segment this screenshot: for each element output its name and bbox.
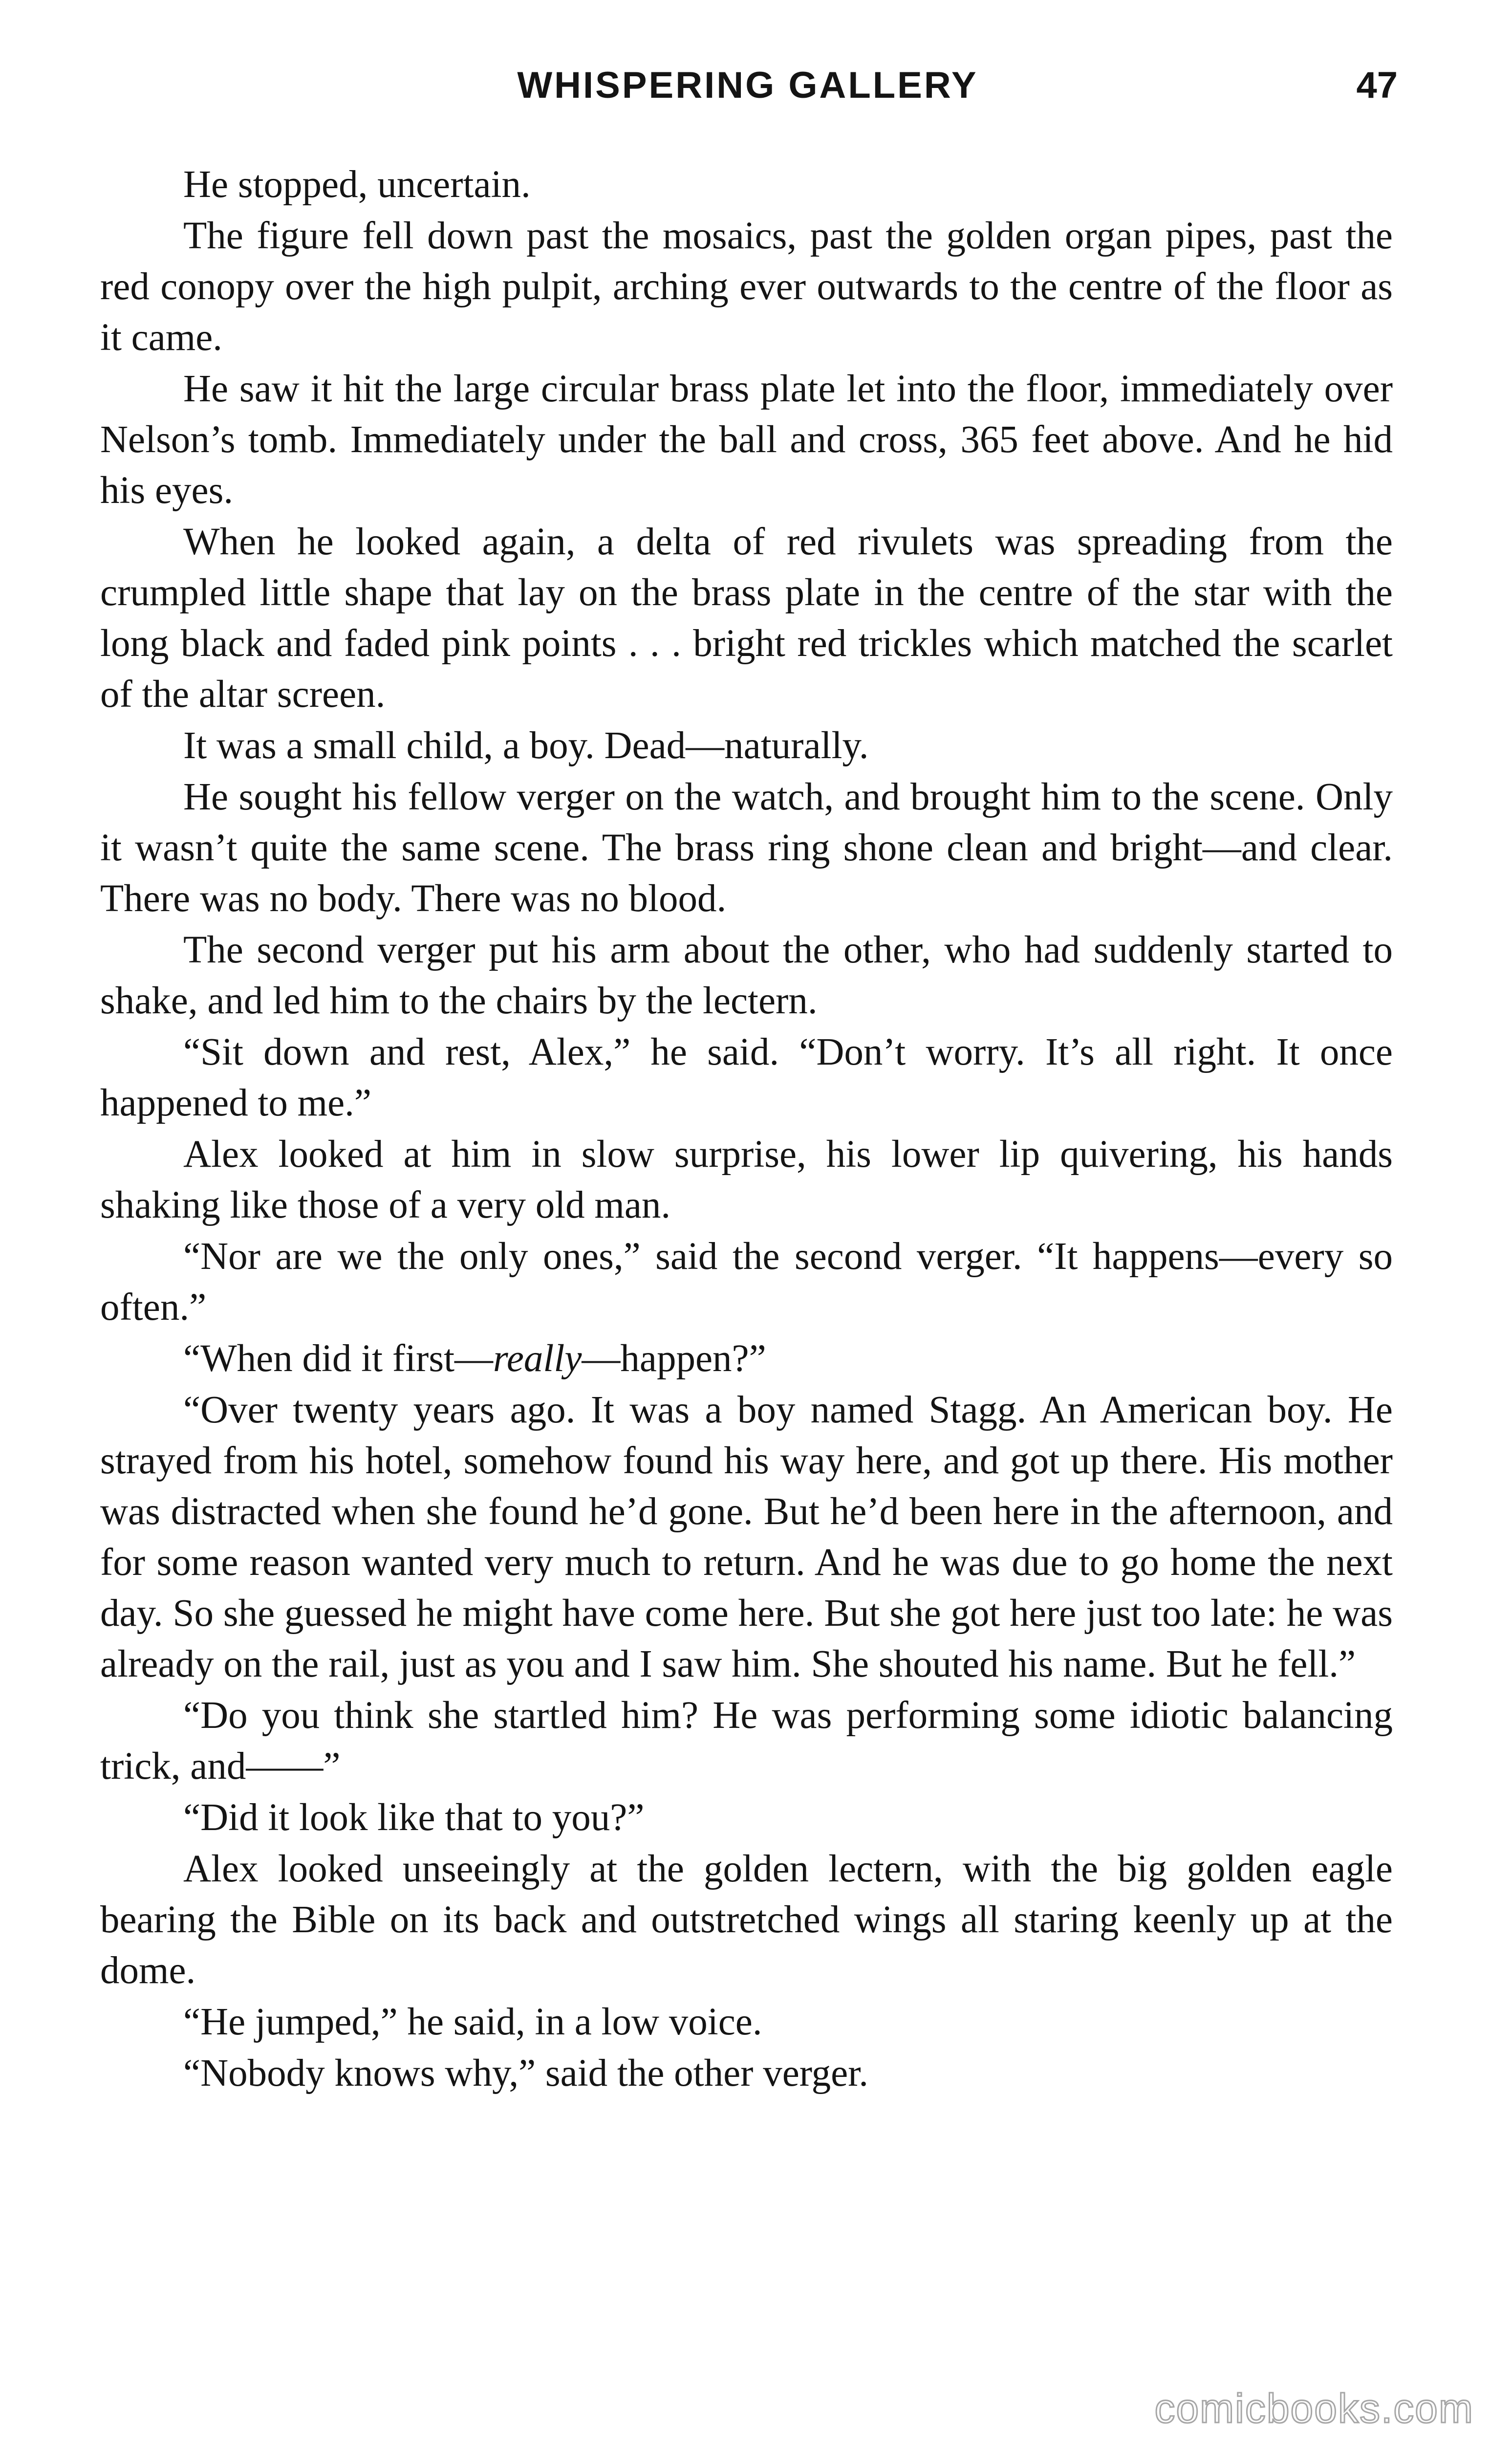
paragraph: “He jumped,” he said, in a low voice.	[183, 2001, 762, 2043]
paragraph-text: —happen?”	[582, 1337, 766, 1380]
paragraph: He stopped, uncertain.	[183, 163, 531, 206]
paragraph: “Over twenty years ago. It was a boy named Stagg. An American boy. He strayed from his hotel, somehow found his way here, and got up there. His mother was distracted when she found he’d gone. But he’d been here in the afternoon, and for some reason wanted very much to return. And he was due to go home the next day. So she guessed he might have come here. But she got here just too late: he was already on the rail, just as you and I saw him. She shouted his name. But he fell.”	[100, 1389, 1393, 1685]
paragraph: He sought his fellow verger on the watch, and brought him to the scene. Only it wasn’t quite the same scene. The brass ring shone clean and bright—and clear. There was no body. There was no blood.	[100, 776, 1393, 920]
page-number: 47	[1356, 65, 1398, 106]
body-text	[100, 159, 1393, 2099]
paragraph: “Nor are we the only ones,” said the second verger. “It happens—every so often.”	[100, 1235, 1393, 1329]
paragraph: Alex looked at him in slow surprise, his lower lip quivering, his hands shaking like those of a very old man.	[100, 1133, 1393, 1226]
paragraph: When he looked again, a delta of red rivulets was spreading from the crumpled little shape that lay on the brass plate in the centre of the star with the long black and faded pink points . . . bright red trickles which matched the scarlet of the altar screen.	[100, 521, 1393, 716]
paragraph: The figure fell down past the mosaics, past the golden organ pipes, past the red conopy over the high pulpit, arching ever outwards to the centre of the floor as it came.	[100, 215, 1393, 359]
paragraph: He saw it hit the large circular brass plate let into the floor, immediately over Nelson’s tomb. Immediately under the ball and cross, 365 feet above. And he hid his eyes.	[100, 368, 1393, 512]
paragraph: “Do you think she startled him? He was performing some idiotic balancing trick, and——”	[100, 1694, 1393, 1788]
running-title: WHISPERING GALLERY	[517, 65, 978, 106]
paragraph	[100, 1333, 1393, 1384]
site-watermark: comicbooks.com	[1154, 2385, 1474, 2431]
paragraph: It was a small child, a boy. Dead—naturally.	[183, 724, 869, 767]
paragraph-text: “When did it first—	[183, 1337, 494, 1380]
paragraph: “Did it look like that to you?”	[183, 1796, 645, 1839]
running-header	[98, 59, 1398, 112]
paragraph: “Sit down and rest, Alex,” he said. “Don’t worry. It’s all right. It once happened to me.”	[100, 1031, 1393, 1124]
paragraph: The second verger put his arm about the other, who had suddenly started to shake, and led him to the chairs by the lectern.	[100, 929, 1393, 1022]
paragraph: Alex looked unseeingly at the golden lectern, with the big golden eagle bearing the Bible on its back and outstretched wings all staring keenly up at the dome.	[100, 1848, 1393, 1992]
emphasis-text: really	[493, 1337, 582, 1380]
paragraph: “Nobody knows why,” said the other verger.	[183, 2052, 868, 2095]
